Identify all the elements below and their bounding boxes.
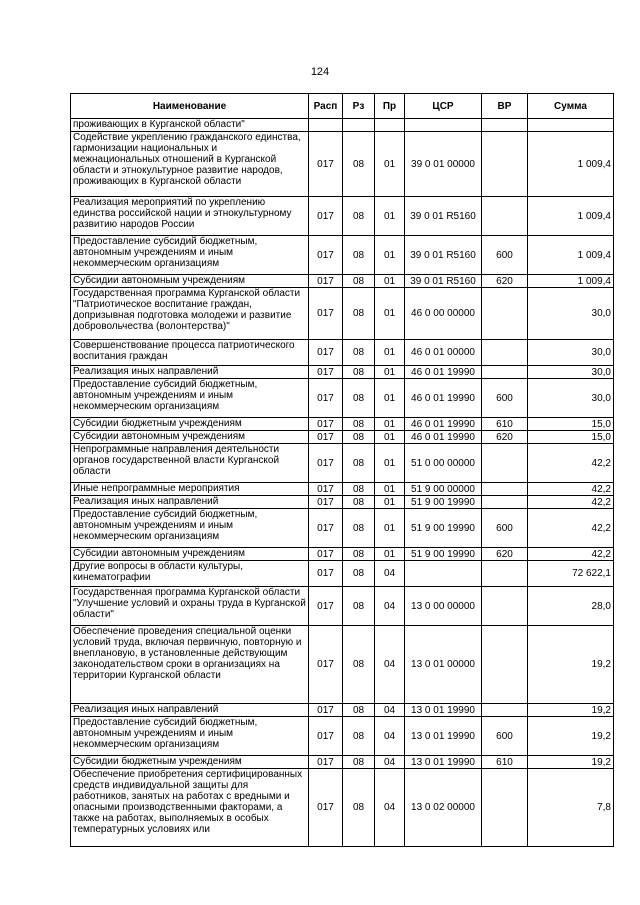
cell-vr: 620 [482,548,528,561]
cell-rasp: 017 [309,236,343,275]
cell-csr: 51 9 00 19990 [405,509,482,548]
cell-rz: 08 [343,509,375,548]
header-csr: ЦСР [405,94,482,119]
cell-name: Субсидии автономным учреждениям [71,548,309,561]
cell-vr: 600 [482,717,528,756]
cell-csr: 13 0 01 19990 [405,717,482,756]
header-rz: Рз [343,94,375,119]
cell-vr: 600 [482,236,528,275]
cell-name: Государственная программа Курганской области "Патриотическое воспитание граждан, допризывная подготовка молодежи и развитие добровольчества (волонтерства)" [71,288,309,340]
cell-name: Реализация мероприятий по укреплению единства российской нации и этнокультурному развитию народов России [71,197,309,236]
cell-vr: 620 [482,431,528,444]
cell-pr: 01 [375,288,405,340]
cell-sum: 42,2 [528,496,614,509]
cell-pr: 01 [375,548,405,561]
cell-vr: 600 [482,509,528,548]
cell-name: Предоставление субсидий бюджетным, автономным учреждениям и иным некоммерческим организациям [71,717,309,756]
cell-pr: 01 [375,132,405,197]
cell-name: Предоставление субсидий бюджетным, автономным учреждениям и иным некоммерческим организациям [71,236,309,275]
cell-csr: 46 0 01 19990 [405,366,482,379]
cell-rz: 08 [343,197,375,236]
cell-rz: 08 [343,275,375,288]
table-row [71,561,614,587]
cell-rz: 08 [343,626,375,704]
cell-pr: 04 [375,587,405,626]
cell-sum: 7,8 [528,769,614,847]
cell-rz: 08 [343,587,375,626]
cell-rz: 08 [343,483,375,496]
cell-vr [482,561,528,587]
table-row [71,132,614,197]
cell-rz: 08 [343,431,375,444]
header-pr: Пр [375,94,405,119]
table-row [71,275,614,288]
cell-rz: 08 [343,548,375,561]
cell-pr: 04 [375,756,405,769]
cell-vr [482,704,528,717]
cell-sum: 1 009,4 [528,197,614,236]
cell-name: Другие вопросы в области культуры, кинематографии [71,561,309,587]
table-row [71,379,614,418]
cell-rasp: 017 [309,626,343,704]
cell-csr [405,561,482,587]
cell-rz: 08 [343,132,375,197]
cell-name: Реализация иных направлений [71,366,309,379]
table-row [71,496,614,509]
cell-name: Государственная программа Курганской области "Улучшение условий и охраны труда в Курганской области" [71,587,309,626]
table-row [71,236,614,275]
table-row [71,197,614,236]
cell-name: Субсидии автономным учреждениям [71,431,309,444]
cell-csr: 39 0 01 R5160 [405,236,482,275]
cell-sum: 15,0 [528,418,614,431]
table-header-row [71,94,614,119]
cell-sum: 19,2 [528,704,614,717]
cell-vr [482,340,528,366]
cell-rasp: 017 [309,561,343,587]
cell-csr: 51 9 00 19990 [405,496,482,509]
cell-vr [482,444,528,483]
cell-rz: 08 [343,769,375,847]
cell-pr: 01 [375,236,405,275]
cell-rz: 08 [343,444,375,483]
cell-rz: 08 [343,756,375,769]
cell-pr: 01 [375,366,405,379]
cell-sum [528,119,614,132]
cell-vr [482,197,528,236]
cell-csr: 13 0 01 00000 [405,626,482,704]
table-row [71,704,614,717]
cell-rasp: 017 [309,704,343,717]
cell-pr: 04 [375,704,405,717]
cell-pr: 04 [375,561,405,587]
cell-csr: 13 0 00 00000 [405,587,482,626]
cell-vr: 600 [482,379,528,418]
cell-vr: 620 [482,275,528,288]
table-row [71,509,614,548]
cell-rasp: 017 [309,366,343,379]
cell-pr: 04 [375,769,405,847]
cell-rz: 08 [343,288,375,340]
cell-vr [482,626,528,704]
cell-rasp: 017 [309,587,343,626]
header-vr: ВР [482,94,528,119]
table-row [71,483,614,496]
cell-sum: 42,2 [528,444,614,483]
cell-rasp: 017 [309,340,343,366]
cell-sum: 15,0 [528,431,614,444]
cell-csr: 51 0 00 00000 [405,444,482,483]
cell-rz: 08 [343,704,375,717]
cell-name: Обеспечение проведения специальной оценки условий труда, включая первичную, повторную и внеплановую, в установленные действующим законодательством сроки в организациях на территории Курганской области [71,626,309,704]
cell-name: Совершенствование процесса патриотического воспитания граждан [71,340,309,366]
cell-name: проживающих в Курганской области" [71,119,309,132]
cell-sum: 19,2 [528,626,614,704]
cell-csr: 46 0 01 19990 [405,379,482,418]
table-row [71,626,614,704]
table-row [71,431,614,444]
cell-sum: 30,0 [528,340,614,366]
cell-csr: 51 9 00 19990 [405,548,482,561]
cell-sum: 19,2 [528,756,614,769]
cell-rasp: 017 [309,275,343,288]
cell-name: Реализация иных направлений [71,704,309,717]
cell-rasp: 017 [309,288,343,340]
cell-name: Предоставление субсидий бюджетным, автономным учреждениям и иным некоммерческим организациям [71,379,309,418]
cell-pr: 01 [375,509,405,548]
cell-vr [482,587,528,626]
cell-csr: 46 0 01 19990 [405,431,482,444]
cell-pr: 01 [375,431,405,444]
cell-pr: 04 [375,717,405,756]
cell-csr: 39 0 01 R5160 [405,197,482,236]
table-row [71,288,614,340]
cell-csr: 46 0 01 19990 [405,418,482,431]
cell-rasp: 017 [309,431,343,444]
cell-pr: 01 [375,197,405,236]
cell-pr: 01 [375,379,405,418]
cell-rasp [309,119,343,132]
table-row [71,769,614,847]
cell-pr: 01 [375,275,405,288]
cell-rasp: 017 [309,769,343,847]
cell-pr: 01 [375,418,405,431]
cell-rasp: 017 [309,379,343,418]
cell-name: Содействие укреплению гражданского единства, гармонизации национальных и межнациональных отношений в Курганской области и этнокультурное развитие народов, проживающих в Курганской области [71,132,309,197]
cell-sum: 30,0 [528,366,614,379]
header-sum: Сумма [528,94,614,119]
table-row [71,587,614,626]
header-name: Наименование [71,94,309,119]
cell-vr: 610 [482,418,528,431]
cell-vr [482,132,528,197]
cell-pr: 04 [375,626,405,704]
cell-rz: 08 [343,418,375,431]
cell-sum: 72 622,1 [528,561,614,587]
cell-vr [482,366,528,379]
cell-rasp: 017 [309,717,343,756]
cell-rasp: 017 [309,197,343,236]
cell-vr [482,496,528,509]
cell-pr: 01 [375,496,405,509]
cell-sum: 42,2 [528,483,614,496]
cell-rz: 08 [343,561,375,587]
table-row [71,119,614,132]
table-row [71,418,614,431]
cell-vr: 610 [482,756,528,769]
cell-csr: 13 0 02 00000 [405,769,482,847]
cell-pr: 01 [375,483,405,496]
cell-name: Предоставление субсидий бюджетным, автономным учреждениям и иным некоммерческим организациям [71,509,309,548]
cell-pr: 01 [375,340,405,366]
cell-rz [343,119,375,132]
cell-sum: 30,0 [528,379,614,418]
cell-name: Субсидии автономным учреждениям [71,275,309,288]
cell-csr: 46 0 00 00000 [405,288,482,340]
header-rasp: Расп [309,94,343,119]
cell-name: Иные непрограммные мероприятия [71,483,309,496]
cell-sum: 42,2 [528,509,614,548]
cell-rasp: 017 [309,509,343,548]
cell-name: Реализация иных направлений [71,496,309,509]
table-row [71,717,614,756]
cell-csr: 13 0 01 19990 [405,704,482,717]
cell-vr [482,119,528,132]
cell-csr: 39 0 01 00000 [405,132,482,197]
cell-name: Субсидии бюджетным учреждениям [71,756,309,769]
cell-vr [482,769,528,847]
cell-sum: 30,0 [528,288,614,340]
cell-rasp: 017 [309,444,343,483]
table-row [71,756,614,769]
cell-rz: 08 [343,379,375,418]
cell-name: Обеспечение приобретения сертифицированных средств индивидуальной защиты для работников, занятых на работах с вредными и опасными производственными факторами, а также на работах, выполняемых в особых температурных условиях или [71,769,309,847]
cell-vr [482,483,528,496]
cell-sum: 1 009,4 [528,132,614,197]
cell-sum: 1 009,4 [528,236,614,275]
cell-rz: 08 [343,340,375,366]
cell-csr: 51 9 00 00000 [405,483,482,496]
cell-csr [405,119,482,132]
cell-csr: 39 0 01 R5160 [405,275,482,288]
cell-rasp: 017 [309,132,343,197]
cell-rasp: 017 [309,418,343,431]
cell-rz: 08 [343,236,375,275]
table-row [71,340,614,366]
table-row [71,548,614,561]
cell-pr: 01 [375,444,405,483]
page-number: 124 [310,66,330,78]
cell-csr: 13 0 01 19990 [405,756,482,769]
cell-csr: 46 0 01 00000 [405,340,482,366]
budget-table [70,93,614,847]
cell-vr [482,288,528,340]
cell-pr [375,119,405,132]
cell-rz: 08 [343,366,375,379]
cell-rz: 08 [343,717,375,756]
cell-rasp: 017 [309,483,343,496]
cell-sum: 1 009,4 [528,275,614,288]
cell-sum: 42,2 [528,548,614,561]
cell-sum: 19,2 [528,717,614,756]
table-row [71,444,614,483]
cell-name: Субсидии бюджетным учреждениям [71,418,309,431]
table-row [71,366,614,379]
cell-rasp: 017 [309,756,343,769]
cell-name: Непрограммные направления деятельности органов государственной власти Курганской области [71,444,309,483]
cell-rasp: 017 [309,496,343,509]
cell-rz: 08 [343,496,375,509]
cell-sum: 28,0 [528,587,614,626]
cell-rasp: 017 [309,548,343,561]
